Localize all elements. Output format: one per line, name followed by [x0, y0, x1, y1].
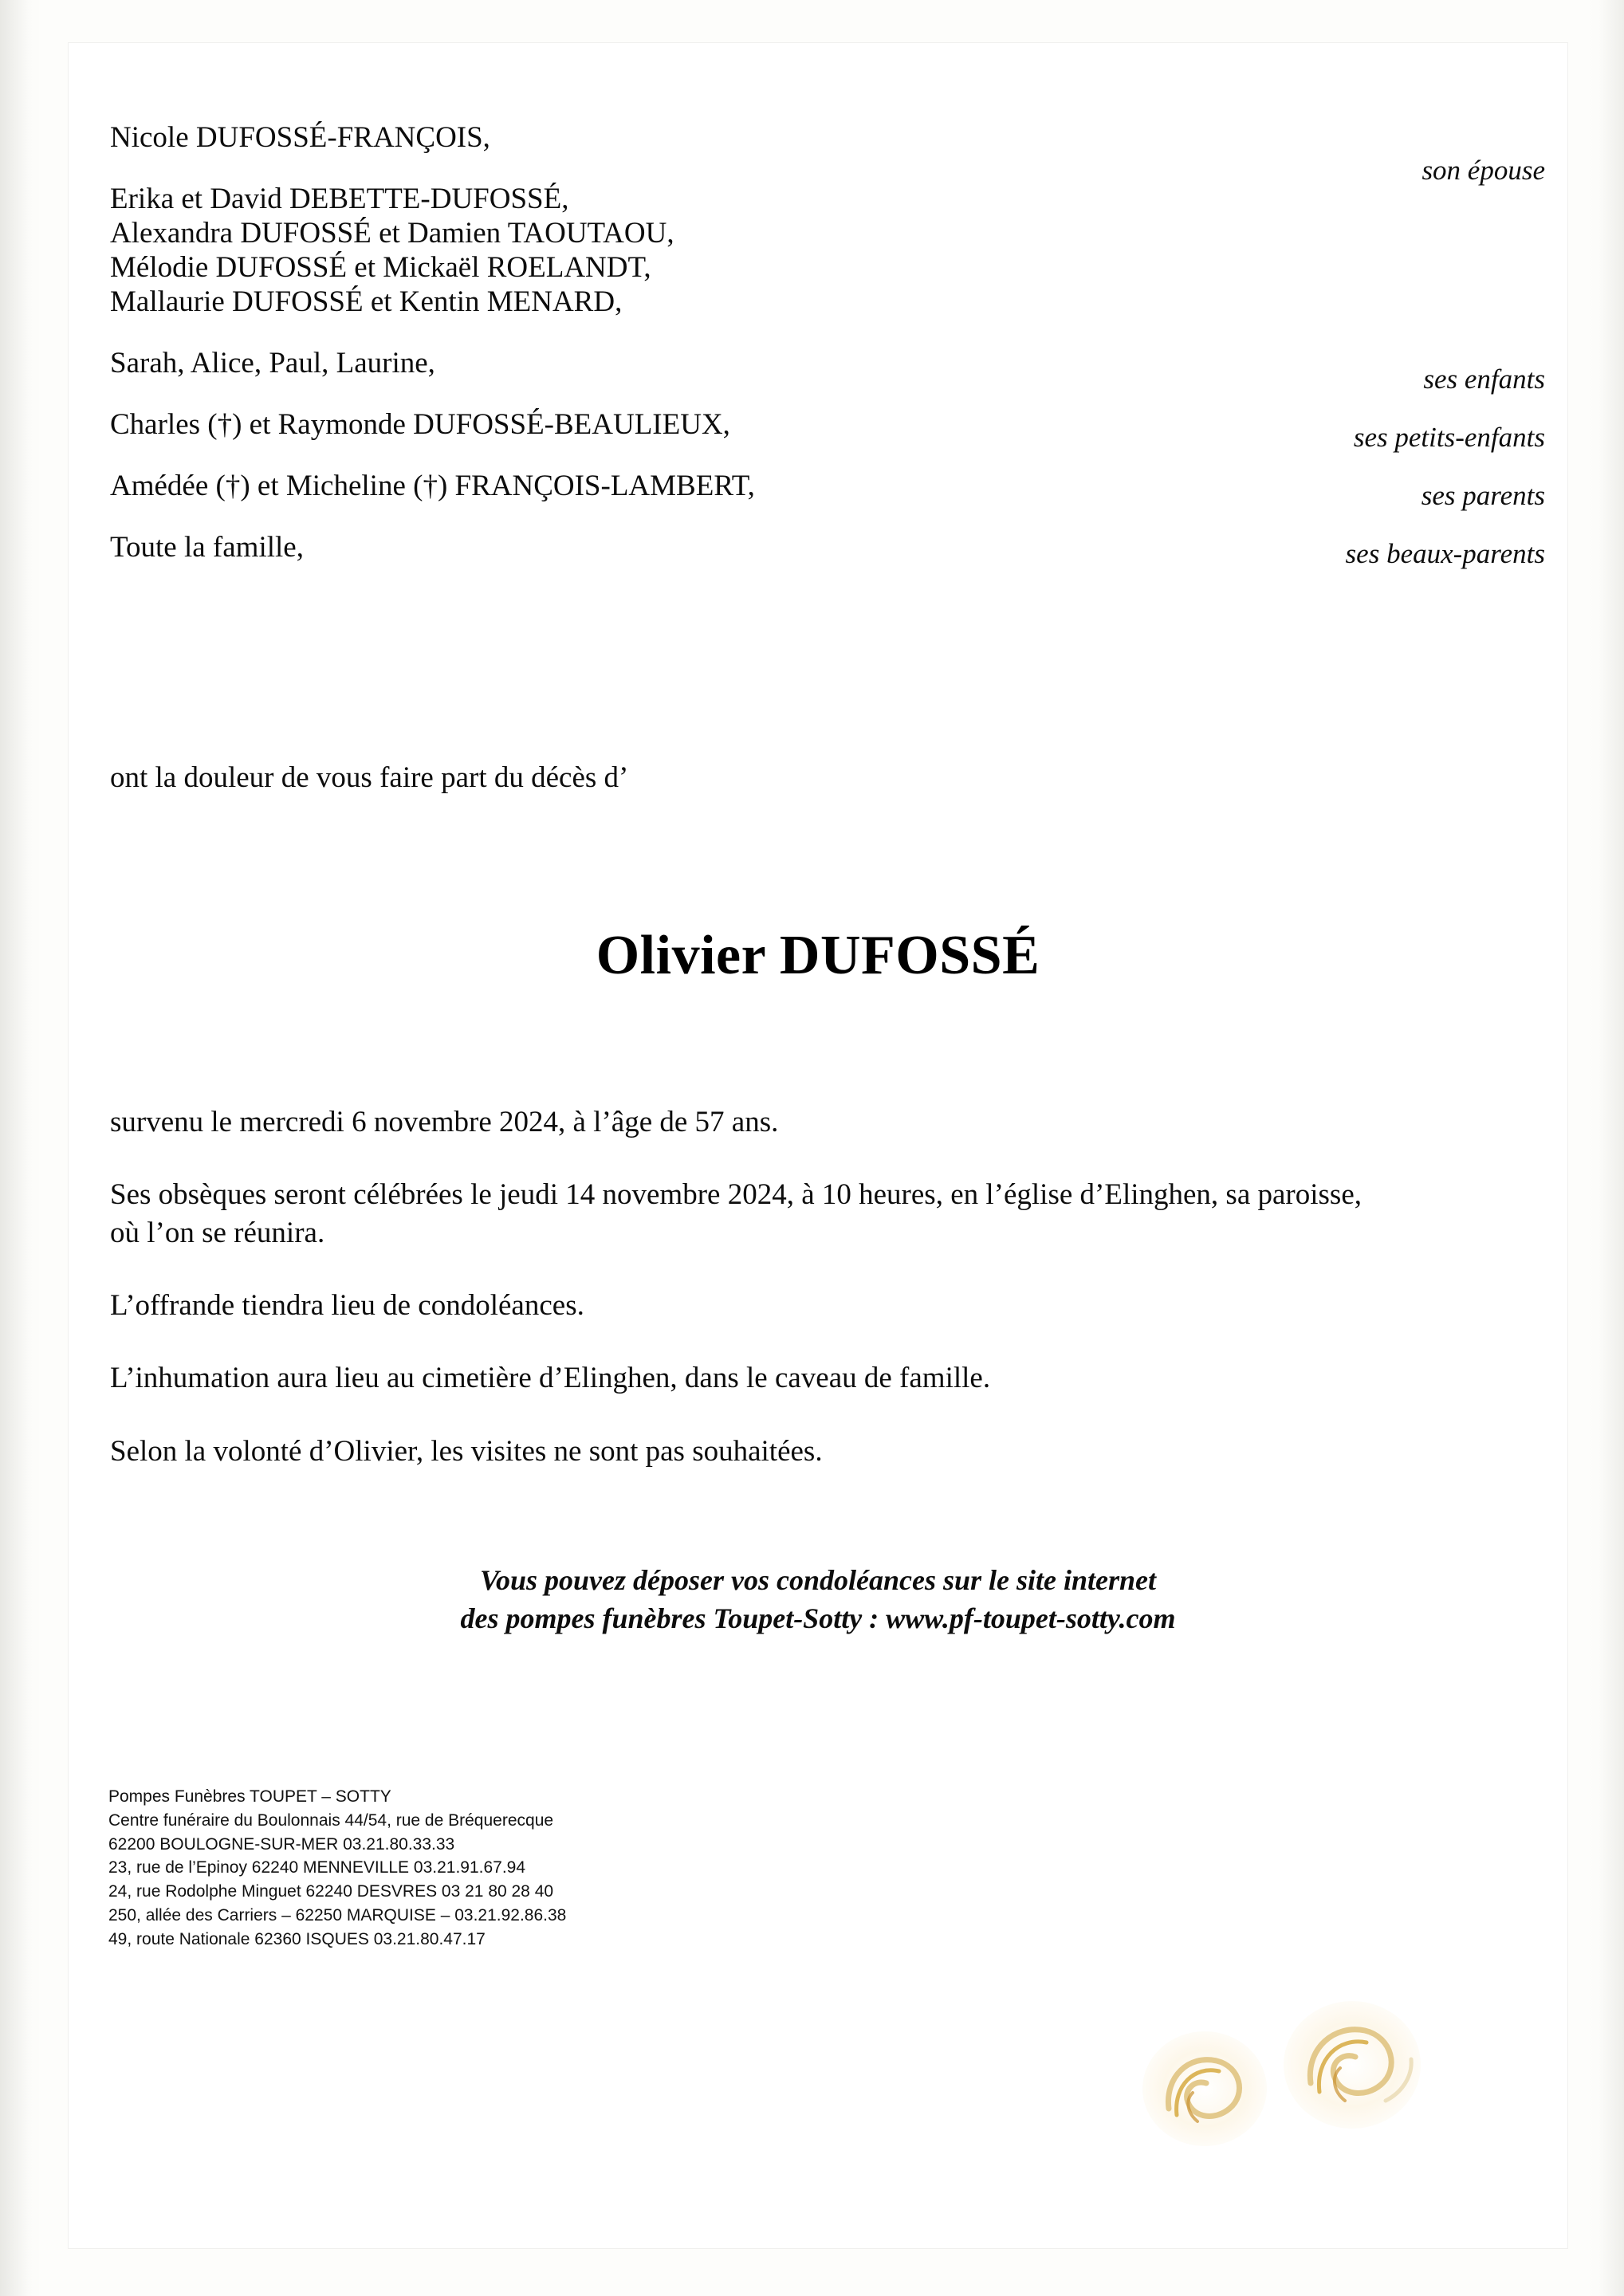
announcement-body: [110, 1103, 1378, 1505]
family-name-group: [110, 471, 987, 501]
family-name-group: [110, 410, 987, 439]
family-name-line: Toute la famille,: [110, 531, 304, 564]
role-label-in-laws: ses beaux-parents: [1345, 538, 1545, 569]
condolences-note-line-2: des pompes funèbres Toupet-Sotty : www.pf-toupet-sotty.com: [460, 1602, 1176, 1634]
role-label-spouse: son épouse: [1421, 155, 1545, 186]
family-name-line: Nicole DUFOSSÉ-FRANÇOIS,: [110, 121, 490, 154]
announcement-paragraph: Selon la volonté d’Olivier, les visites ne sont pas souhaitées.: [110, 1434, 823, 1468]
family-name-group: [110, 533, 987, 562]
footer-line: 24, rue Rodolphe Minguet 62240 DESVRES 03 21 80 28 40: [108, 1882, 554, 1901]
family-name-line: Mallaurie DUFOSSÉ et Kentin MENARD,: [110, 285, 623, 318]
role-label-grandchildren: ses petits-enfants: [1353, 422, 1545, 453]
family-name-line: Mélodie DUFOSSÉ et Mickaël ROELANDT,: [110, 251, 651, 284]
role-label-parents: ses parents: [1421, 480, 1545, 511]
footer-line: 49, route Nationale 62360 ISQUES 03.21.80.47.17: [108, 1929, 486, 1948]
family-name-line: Amédée (†) et Micheline (†) FRANÇOIS-LAMBERT,: [110, 470, 755, 502]
family-name-line: Alexandra DUFOSSÉ et Damien TAOUTAOU,: [110, 217, 674, 250]
footer-line: Pompes Funèbres TOUPET – SOTTY: [108, 1787, 391, 1806]
footer-line: Centre funéraire du Boulonnais 44/54, rue de Bréquerecque: [108, 1810, 554, 1830]
footer-line: 62200 BOULOGNE-SUR-MER 03.21.80.33.33: [108, 1834, 455, 1854]
notice-sheet: [69, 43, 1567, 2248]
announcement-paragraph: Ses obsèques seront célébrées le jeudi 14 novembre 2024, à 10 heures, en l’église d’Elinghen, sa paroisse, où l’on se réunira.: [110, 1178, 1362, 1249]
family-name-line: Charles (†) et Raymonde DUFOSSÉ-BEAULIEUX,: [110, 408, 730, 441]
role-label-children: ses enfants: [1423, 364, 1545, 395]
notice-content: [69, 43, 1567, 2248]
family-name-group: [110, 123, 987, 152]
family-name-group: [110, 184, 987, 316]
family-name-group: [110, 348, 987, 378]
footer-line: 23, rue de l’Epinoy 62240 MENNEVILLE 03.21.91.67.94: [108, 1858, 526, 1877]
announcement-paragraph: survenu le mercredi 6 novembre 2024, à l’âge de 57 ans.: [110, 1106, 779, 1138]
family-name-line: Sarah, Alice, Paul, Laurine,: [110, 347, 435, 379]
footer-line: 250, allée des Carriers – 62250 MARQUISE – 03.21.92.86.38: [108, 1906, 567, 1925]
announcement-paragraph: L’inhumation aura lieu au cimetière d’Elinghen, dans le caveau de famille.: [110, 1362, 991, 1395]
family-name-line: Erika et David DEBETTE-DUFOSSÉ,: [110, 183, 569, 215]
flower-ornament-icon: [1121, 1981, 1464, 2164]
funeral-home-footer: [108, 1785, 566, 1952]
condolences-note: [69, 1562, 1567, 1637]
family-names-block: [110, 123, 987, 594]
deceased-name: Olivier DUFOSSÉ: [596, 925, 1040, 986]
announcement-intro: ont la douleur de vous faire part du décès d’: [110, 761, 629, 794]
condolences-note-line-1: Vous pouvez déposer vos condoléances sur le site internet: [479, 1564, 1156, 1596]
announcement-paragraph: L’offrande tiendra lieu de condoléances.: [110, 1289, 584, 1323]
